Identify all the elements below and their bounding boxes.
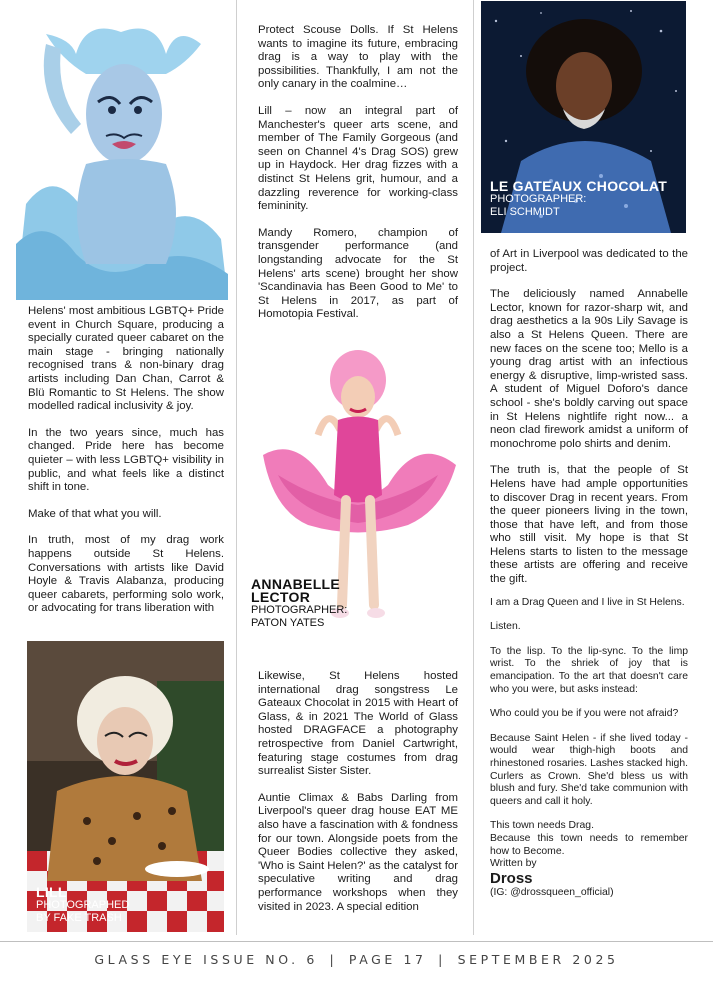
paragraph: The truth is, that the people of St Helens have had ample opportunities to discover Drag in recent years. From the queer pioneers living in the town, those that have left, and from those who still visit. My hope is that St Helens starts to listen to the message these artists are offering and receive the gift. <box>490 464 688 586</box>
caption-credit-label: PHOTOGRAPHER: <box>490 193 587 205</box>
paragraph: Because Saint Helen - if she lived today - would wear thigh-high boots and rhinestoned rosaries. Lashes stacked high. Curlers as Crown. She'd bless us with blush and fury. She'd take communion with queers and call it holy. <box>490 732 688 807</box>
written-by-label: Written by <box>490 858 537 870</box>
column-middle-top <box>258 24 458 322</box>
paragraph: To the lisp. To the lip-sync. To the limp wrist. To the shriek of joy that is emancipation. To the art that doesn't care who you were, but asks instead: <box>490 645 688 695</box>
caption-name: LE GATEAUX CHOCOLAT <box>490 178 668 194</box>
footer-date: SEPTEMBER 2025 <box>457 952 619 967</box>
column-divider <box>236 0 237 935</box>
photo-blue-performer <box>16 14 228 300</box>
paragraph: Make of that what you will. <box>28 507 162 520</box>
paragraph: In the two years since, much has changed. Pride here has become quieter – with less LGBTQ+ visibility in public, and what feels like a distinct shift in tone. <box>28 426 224 494</box>
closing-line: Because this town needs to remember how to Become. <box>490 832 688 857</box>
paragraph: Listen. <box>490 621 521 633</box>
caption-credit: ELI SCHMIDT <box>490 206 560 218</box>
column-right <box>490 248 688 899</box>
paragraph: Helens' most ambitious LGBTQ+ Pride event in Church Square, producing a specially curated queer cabaret on the main stage - bringing nationally recognised trans & non-binary drag artists including Dan Chan, Carrot & Blü Romantic to St Helens. The show modelled radical inclusivity & joy. <box>28 305 224 413</box>
paragraph: Mandy Romero, champion of transgender performance (and longstanding advocate for the St Helens' arts scene) brought her show 'Scandinavia has Been Good to Me' to St Helens in 2017, as part of Homotopia Festival. <box>258 226 458 321</box>
caption-annabelle <box>251 578 347 630</box>
paragraph: Who could you be if you were not afraid? <box>490 708 679 720</box>
column-divider <box>473 0 474 935</box>
caption-credit-label: PHOTOGRAPHER: <box>251 604 348 616</box>
footer-separator: | <box>438 952 446 967</box>
author-handle: (IG: @drossqueen_official) <box>490 886 614 898</box>
paragraph: In truth, most of my drag work happens outside St Helens. Conversations with artists like David Hoyle & Travis Alabanza, producing queer cabarets, performing solo work, or advocating for trans liberation with <box>28 534 224 615</box>
paragraph: of Art in Liverpool was dedicated to the project. <box>490 248 688 274</box>
page-footer <box>0 952 713 967</box>
column-middle-bottom <box>258 670 458 914</box>
footer-page: PAGE 17 <box>348 952 427 967</box>
paragraph: I am a Drag Queen and I live in St Helens. <box>490 596 685 608</box>
paragraph: Protect Scouse Dolls. If St Helens wants to imagine its future, embracing drag is a way to play with the possibilities. Thankfully, I am not the only canary in the coalmine… <box>258 24 458 91</box>
caption-credit: PATON YATES <box>251 617 325 629</box>
footer-rule <box>0 941 713 942</box>
caption-le-gateaux <box>490 180 667 219</box>
paragraph: Auntie Climax & Babs Darling from Liverpool's queer drag house EAT ME also have a fascination with & fondness for our town. Alongside poets from the Queer Bodies collective they asked, 'Who is Saint Helen?' as the catalyst for speculative writing and drag performance workshops when they visited in 2023. A special edition <box>258 791 458 913</box>
caption-name: LILL <box>36 884 67 900</box>
caption-name-line2: LECTOR <box>251 589 311 605</box>
caption-lill <box>36 886 129 925</box>
author-name: Dross <box>490 869 533 887</box>
caption-credit-label: PHOTOGRAPHED <box>36 899 130 911</box>
footer-separator: | <box>329 952 338 967</box>
caption-name-line1: ANNABELLE <box>251 576 341 592</box>
paragraph: The deliciously named Annabelle Lector, known for razor-sharp wit, and drag aesthetics a la 90s Lily Savage is also a St Helens Queen. There are new faces on the scene too; Mello is a young drag artist with an infectious energy & disruptive, limp-wristed sass. A student of Miguel Doforo's dance school - she's boldly carving out space in St Helens nightlife right now... a neon clad firework amidst a uniform of monochrome polo shirts and denim. <box>490 288 688 450</box>
paragraph: Lill – now an integral part of Manchester's queer arts scene, and member of The Family Gorgeous (and seen on Channel 4's Drag SOS) grew up in Haydock. Her drag fizzes with a distinct St Helens grit, humour, and a dazzling reverence for working-class femininity. <box>258 104 458 213</box>
closing-line: This town needs Drag. <box>490 820 594 832</box>
caption-credit: BY FAKE TRASH <box>36 912 122 924</box>
footer-magazine: GLASS EYE ISSUE NO. 6 <box>94 952 318 967</box>
paragraph: Likewise, St Helens hosted international drag songstress Le Gateaux Chocolat in 2015 with Heart of Glass, & in 2021 The World of Glass hosted DRAGFACE a photography retrospective from Daniel Cartwright, featuring stage costumes from drag surrealist Sister Sister. <box>258 670 458 778</box>
column-left <box>28 305 224 616</box>
